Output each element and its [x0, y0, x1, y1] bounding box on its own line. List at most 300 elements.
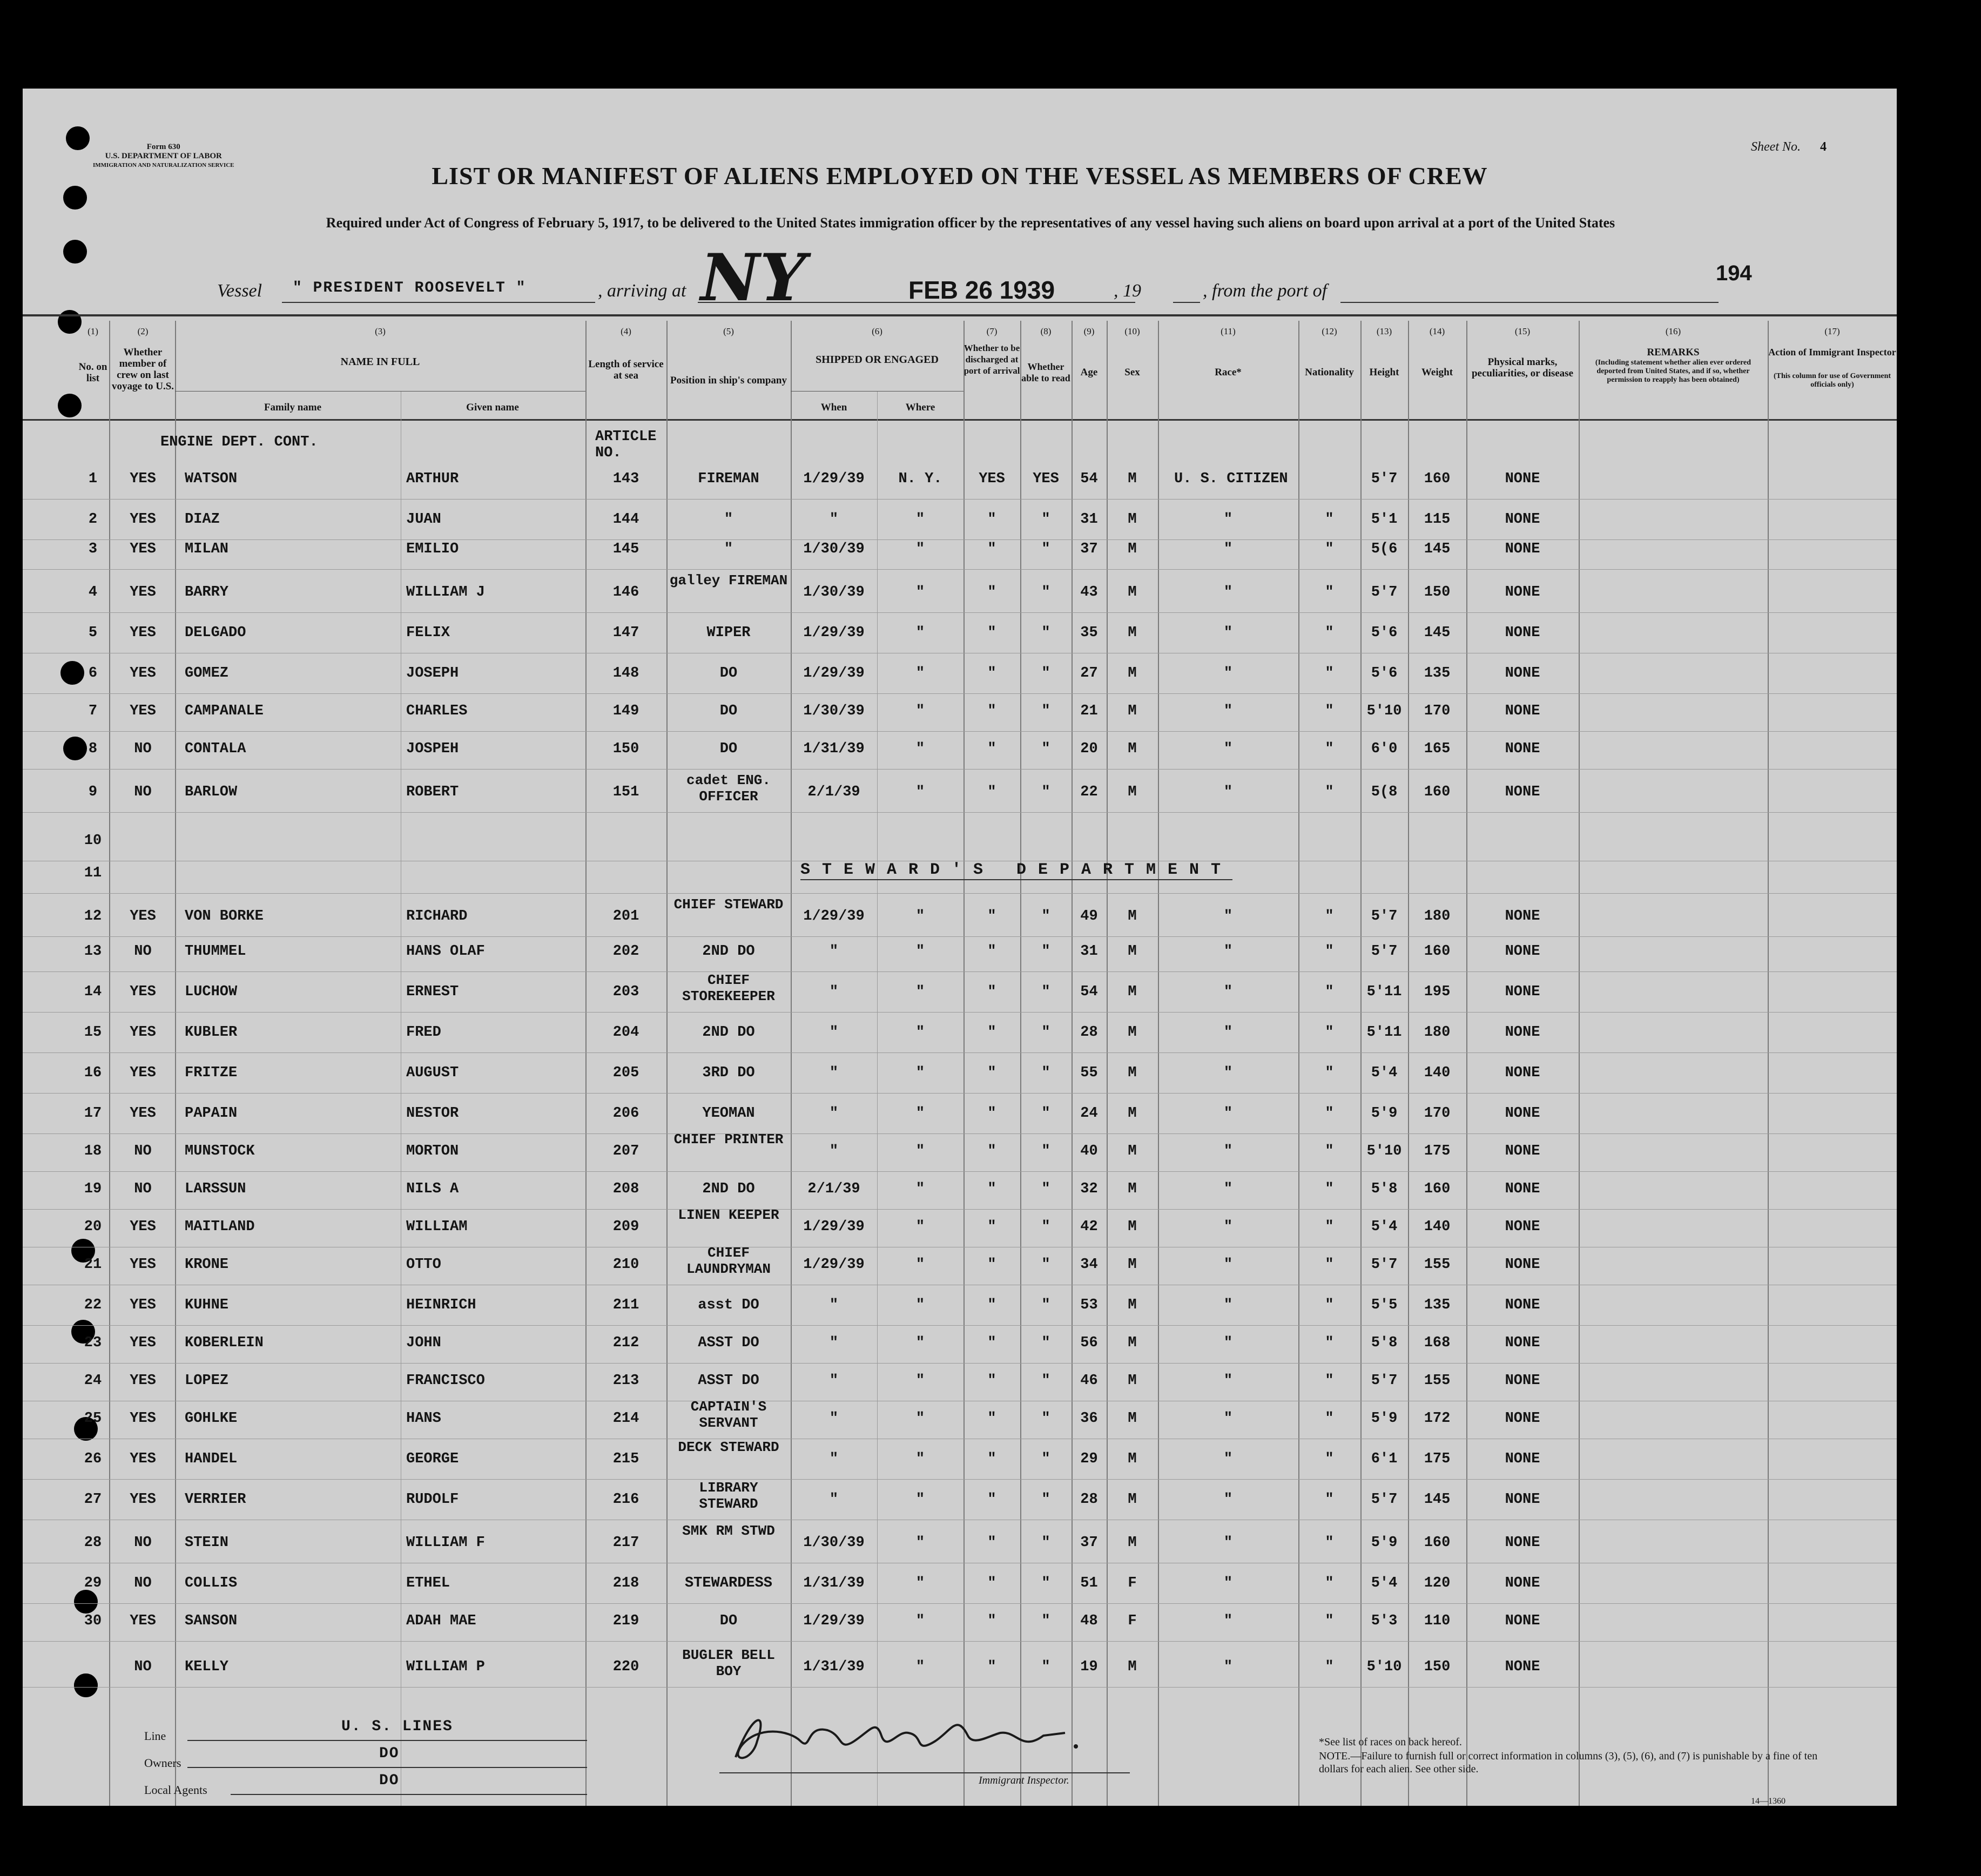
age: 31 — [1080, 943, 1098, 960]
able-to-read: YES — [1033, 471, 1059, 487]
line-value: U. S. LINES — [341, 1718, 453, 1735]
position: asst DO — [698, 1297, 759, 1313]
row-number: 28 — [84, 1535, 102, 1551]
race: " — [1223, 1143, 1233, 1159]
physical-marks: NONE — [1505, 511, 1540, 528]
race: " — [1223, 511, 1233, 528]
race: " — [1223, 584, 1233, 600]
age: 32 — [1080, 1181, 1098, 1197]
weight: 120 — [1424, 1575, 1451, 1591]
length-of-service: 206 — [612, 1105, 639, 1122]
table-row — [23, 1399, 1897, 1446]
position: BUGLER BELL BOY — [682, 1647, 775, 1679]
height: 5'1 — [1371, 511, 1398, 528]
to-be-discharged: " — [987, 1105, 996, 1122]
given-name: WILLIAM F — [406, 1535, 485, 1551]
nationality: " — [1325, 1219, 1334, 1235]
given-name: NESTOR — [406, 1105, 459, 1122]
family-name: KOBERLEIN — [185, 1335, 264, 1351]
race: " — [1223, 1492, 1233, 1508]
shipped-when: " — [829, 1335, 839, 1351]
length-of-service: 208 — [612, 1181, 639, 1197]
age: 42 — [1080, 1219, 1098, 1235]
sex: M — [1128, 741, 1137, 757]
physical-marks: NONE — [1505, 541, 1540, 557]
shipped-when: " — [829, 943, 839, 960]
physical-marks: NONE — [1505, 741, 1540, 757]
shipped-when: " — [829, 984, 839, 1000]
row-number: 17 — [84, 1105, 102, 1122]
col-head-length-of-service: Length of service at sea — [588, 359, 664, 381]
table-row — [23, 1571, 1897, 1610]
height: 6'0 — [1371, 741, 1398, 757]
row-number: 3 — [88, 541, 98, 557]
row-number: 30 — [84, 1613, 102, 1629]
length-of-service: 213 — [612, 1373, 639, 1389]
weight: 155 — [1424, 1373, 1451, 1389]
form-number: Form 630 — [146, 143, 180, 151]
given-name: MORTON — [406, 1143, 459, 1159]
family-name: MUNSTOCK — [185, 1143, 255, 1159]
race: " — [1223, 1535, 1233, 1551]
height: 5'9 — [1371, 1105, 1398, 1122]
crew-last-voyage: YES — [130, 1335, 156, 1351]
given-name: FELIX — [406, 625, 450, 641]
crew-last-voyage: YES — [130, 584, 156, 600]
row-number: 9 — [88, 784, 98, 800]
shipped-where: " — [915, 908, 925, 924]
age: 22 — [1080, 784, 1098, 800]
row-number: 18 — [84, 1143, 102, 1159]
given-name: OTTO — [406, 1257, 441, 1273]
height: 5'8 — [1371, 1181, 1398, 1197]
shipped-when: 1/30/39 — [803, 703, 865, 719]
given-name: ADAH MAE — [406, 1613, 476, 1629]
age: 48 — [1080, 1613, 1098, 1629]
weight: 150 — [1424, 1659, 1451, 1675]
row-number: 15 — [84, 1024, 102, 1041]
table-row — [23, 1480, 1897, 1527]
physical-marks: NONE — [1505, 984, 1540, 1000]
position: DO — [719, 1613, 738, 1629]
given-name: HANS — [406, 1411, 441, 1427]
shipped-when: 1/30/39 — [803, 541, 865, 557]
weight: 160 — [1424, 471, 1451, 487]
shipped-where: " — [915, 1659, 925, 1675]
physical-marks: NONE — [1505, 1257, 1540, 1273]
penalty-note: NOTE.—Failure to furnish full or correct information in columns (3), (5), (6), and (7) is punishable by a fine of ten dollars for each alien. See other side. — [1319, 1750, 1818, 1775]
physical-marks: NONE — [1505, 1024, 1540, 1041]
col-head-position: Position in ship's company — [670, 375, 787, 386]
to-be-discharged: " — [987, 1492, 996, 1508]
form-code: 14—1360 — [1751, 1797, 1785, 1806]
sheet-number-value: 4 — [1820, 140, 1827, 154]
length-of-service: 218 — [612, 1575, 639, 1591]
length-of-service: 144 — [612, 511, 639, 528]
able-to-read: " — [1041, 784, 1050, 800]
physical-marks: NONE — [1505, 584, 1540, 600]
height: 5'7 — [1371, 471, 1398, 487]
able-to-read: " — [1041, 1065, 1050, 1081]
row-number: 20 — [84, 1219, 102, 1235]
crew-last-voyage: YES — [130, 471, 156, 487]
family-name: KRONE — [185, 1257, 229, 1273]
race: " — [1223, 943, 1233, 960]
race: " — [1223, 1613, 1233, 1629]
row-number: 4 — [88, 584, 98, 600]
physical-marks: NONE — [1505, 1065, 1540, 1081]
height: 5'4 — [1371, 1219, 1398, 1235]
punch-hole — [58, 394, 82, 417]
crew-last-voyage: YES — [130, 1451, 156, 1467]
article-no-heading: ARTICLE NO. — [595, 429, 657, 461]
to-be-discharged: " — [987, 984, 996, 1000]
given-name: HEINRICH — [406, 1297, 476, 1313]
crew-last-voyage: NO — [134, 1575, 152, 1591]
height: 5'4 — [1371, 1065, 1398, 1081]
table-row — [23, 661, 1897, 700]
family-name: LARSSUN — [185, 1181, 246, 1197]
col-head-weight: Weight — [1421, 367, 1453, 378]
owners-value: DO — [379, 1745, 400, 1762]
row-number: 23 — [84, 1335, 102, 1351]
height: 5'11 — [1366, 1024, 1402, 1041]
shipped-where: N. Y. — [898, 471, 942, 487]
shipped-where: " — [915, 784, 925, 800]
height: 5'3 — [1371, 1613, 1398, 1629]
nationality: " — [1325, 665, 1334, 681]
sex: M — [1128, 665, 1137, 681]
nationality: " — [1325, 625, 1334, 641]
col-head-no-on-list: No. on list — [78, 361, 107, 384]
col-num-5: (5) — [723, 326, 734, 336]
shipped-when: 1/29/39 — [803, 471, 865, 487]
family-name: MAITLAND — [185, 1219, 255, 1235]
nationality: " — [1325, 1659, 1334, 1675]
weight: 135 — [1424, 665, 1451, 681]
crew-last-voyage: YES — [130, 1411, 156, 1427]
length-of-service: 217 — [612, 1535, 639, 1551]
crew-last-voyage: NO — [134, 943, 152, 960]
height: 5'6 — [1371, 625, 1398, 641]
position: 2ND DO — [702, 943, 755, 960]
to-be-discharged: " — [987, 1411, 996, 1427]
col-num-7: (7) — [986, 326, 998, 336]
height: 5'5 — [1371, 1297, 1398, 1313]
service-name: IMMIGRATION AND NATURALIZATION SERVICE — [93, 162, 234, 168]
length-of-service: 215 — [612, 1451, 639, 1467]
page-stamp: 194 — [1716, 261, 1752, 285]
col-num-15: (15) — [1514, 326, 1531, 336]
physical-marks: NONE — [1505, 1659, 1540, 1675]
to-be-discharged: " — [987, 1297, 996, 1313]
table-row — [23, 1368, 1897, 1408]
position: CAPTAIN'S SERVANT — [690, 1399, 767, 1431]
arrival-date-stamp: FEB 26 1939 — [908, 276, 1055, 304]
crew-last-voyage: NO — [134, 1181, 152, 1197]
crew-last-voyage: YES — [130, 703, 156, 719]
shipped-where: " — [915, 943, 925, 960]
height: 5'10 — [1366, 1659, 1402, 1675]
shipped-where: " — [915, 1257, 925, 1273]
nationality: " — [1325, 1143, 1334, 1159]
crew-last-voyage: YES — [130, 1373, 156, 1389]
year-label: , 19 — [1114, 281, 1141, 301]
able-to-read: " — [1041, 1411, 1050, 1427]
family-name: KELLY — [185, 1659, 229, 1675]
to-be-discharged: " — [987, 943, 996, 960]
shipped-where: " — [915, 1143, 925, 1159]
table-row — [23, 737, 1897, 776]
to-be-discharged: " — [987, 541, 996, 557]
sex: M — [1128, 1373, 1137, 1389]
agents-value: DO — [379, 1772, 400, 1789]
col-head-height: Height — [1369, 367, 1399, 378]
col-head-race: Race* — [1215, 367, 1242, 378]
sex: M — [1128, 1143, 1137, 1159]
crew-last-voyage: YES — [130, 1492, 156, 1508]
weight: 145 — [1424, 1492, 1451, 1508]
physical-marks: NONE — [1505, 665, 1540, 681]
sex: M — [1128, 1219, 1137, 1235]
physical-marks: NONE — [1505, 1411, 1540, 1427]
shipped-where: " — [915, 1575, 925, 1591]
physical-marks: NONE — [1505, 1575, 1540, 1591]
race: U. S. CITIZEN — [1174, 471, 1288, 487]
family-name: KUBLER — [185, 1024, 238, 1041]
given-name: ERNEST — [406, 984, 459, 1000]
nationality: " — [1325, 511, 1334, 528]
physical-marks: NONE — [1505, 1105, 1540, 1122]
able-to-read: " — [1041, 741, 1050, 757]
age: 55 — [1080, 1065, 1098, 1081]
able-to-read: " — [1041, 1105, 1050, 1122]
family-name: GOMEZ — [185, 665, 229, 681]
weight: 175 — [1424, 1143, 1451, 1159]
table-row — [23, 1293, 1897, 1332]
sheet-number-label: Sheet No. — [1751, 140, 1801, 154]
length-of-service: 207 — [612, 1143, 639, 1159]
weight: 160 — [1424, 784, 1451, 800]
col-head-family-name: Family name — [264, 402, 322, 413]
table-row — [23, 1331, 1897, 1370]
to-be-discharged: " — [987, 1335, 996, 1351]
to-be-discharged: " — [987, 1143, 996, 1159]
weight: 160 — [1424, 1535, 1451, 1551]
able-to-read: " — [1041, 1024, 1050, 1041]
row-number: 10 — [84, 833, 102, 849]
given-name: FRANCISCO — [406, 1373, 485, 1389]
shipped-where: " — [915, 741, 925, 757]
family-name: GOHLKE — [185, 1411, 238, 1427]
crew-last-voyage: YES — [130, 665, 156, 681]
col-num-6: (6) — [872, 326, 882, 336]
shipped-when: 1/31/39 — [803, 741, 865, 757]
crew-last-voyage: YES — [130, 1219, 156, 1235]
length-of-service: 148 — [612, 665, 639, 681]
length-of-service: 202 — [612, 943, 639, 960]
nationality: " — [1325, 1373, 1334, 1389]
shipped-when: 1/29/39 — [803, 625, 865, 641]
crew-last-voyage: NO — [134, 784, 152, 800]
to-be-discharged: " — [987, 1575, 996, 1591]
form-subtitle: Required under Act of Congress of February 5, 1917, to be delivered to the United States immigration officer by the representatives of any vessel having such aliens on board upon arrival at a port of the United States — [326, 215, 1615, 231]
weight: 172 — [1424, 1411, 1451, 1427]
table-row — [23, 1523, 1897, 1570]
to-be-discharged: " — [987, 1065, 996, 1081]
to-be-discharged: " — [987, 1373, 996, 1389]
to-be-discharged: YES — [979, 471, 1005, 487]
family-name: BARLOW — [185, 784, 238, 800]
given-name: FRED — [406, 1024, 441, 1041]
col-num-14: (14) — [1429, 326, 1445, 336]
shipped-when: " — [829, 1297, 839, 1313]
col-head-where: Where — [905, 402, 935, 413]
nationality: " — [1325, 943, 1334, 960]
position: " — [724, 511, 733, 528]
age: 20 — [1080, 741, 1098, 757]
sex: M — [1128, 1451, 1137, 1467]
age: 54 — [1080, 471, 1098, 487]
able-to-read: " — [1041, 908, 1050, 924]
weight: 145 — [1424, 541, 1451, 557]
position: 2ND DO — [702, 1181, 755, 1197]
shipped-where: " — [915, 1335, 925, 1351]
age: 49 — [1080, 908, 1098, 924]
sex: M — [1128, 1024, 1137, 1041]
age: 27 — [1080, 665, 1098, 681]
row-number: 1 — [88, 471, 98, 487]
length-of-service: 211 — [612, 1297, 639, 1313]
owners-label: Owners — [144, 1756, 181, 1770]
table-row — [23, 1020, 1897, 1060]
physical-marks: NONE — [1505, 1143, 1540, 1159]
table-row — [23, 1131, 1897, 1178]
length-of-service: 214 — [612, 1411, 639, 1427]
row-number: 19 — [84, 1181, 102, 1197]
given-name: JOHN — [406, 1335, 441, 1351]
weight: 180 — [1424, 1024, 1451, 1041]
weight: 155 — [1424, 1257, 1451, 1273]
given-name: HANS OLAF — [406, 943, 485, 960]
race: " — [1223, 1105, 1233, 1122]
weight: 140 — [1424, 1065, 1451, 1081]
length-of-service: 201 — [612, 908, 639, 924]
length-of-service: 147 — [612, 625, 639, 641]
col-num-4: (4) — [621, 326, 631, 336]
nationality: " — [1325, 1613, 1334, 1629]
row-number: 27 — [84, 1492, 102, 1508]
given-name: RICHARD — [406, 908, 468, 924]
col-head-name-in-full: NAME IN FULL — [340, 356, 420, 368]
crew-last-voyage: YES — [130, 1257, 156, 1273]
crew-last-voyage: YES — [130, 908, 156, 924]
physical-marks: NONE — [1505, 625, 1540, 641]
height: 5'11 — [1366, 984, 1402, 1000]
position: 3RD DO — [702, 1065, 755, 1081]
col-head-crew-last-voyage: Whether member of crew on last voyage to U.S. — [111, 347, 174, 392]
shipped-where: " — [915, 625, 925, 641]
length-of-service: 149 — [612, 703, 639, 719]
table-row — [23, 1609, 1897, 1648]
able-to-read: " — [1041, 1219, 1050, 1235]
race: " — [1223, 665, 1233, 681]
family-name: VON BORKE — [185, 908, 264, 924]
crew-last-voyage: NO — [134, 1143, 152, 1159]
table-row — [23, 1245, 1897, 1292]
length-of-service: 212 — [612, 1335, 639, 1351]
able-to-read: " — [1041, 1181, 1050, 1197]
position: FIREMAN — [698, 471, 759, 487]
position: LIBRARY STEWARD — [699, 1480, 758, 1512]
shipped-when: 1/30/39 — [803, 584, 865, 600]
height: 5(8 — [1371, 784, 1398, 800]
nationality: " — [1325, 584, 1334, 600]
weight: 150 — [1424, 584, 1451, 600]
shipped-when: 1/29/39 — [803, 665, 865, 681]
age: 53 — [1080, 1297, 1098, 1313]
nationality: " — [1325, 1411, 1334, 1427]
shipped-when: " — [829, 1024, 839, 1041]
race: " — [1223, 741, 1233, 757]
length-of-service: 210 — [612, 1257, 639, 1273]
to-be-discharged: " — [987, 1451, 996, 1467]
nationality: " — [1325, 703, 1334, 719]
able-to-read: " — [1041, 703, 1050, 719]
length-of-service: 220 — [612, 1659, 639, 1675]
able-to-read: " — [1041, 1373, 1050, 1389]
sex: M — [1128, 511, 1137, 528]
family-name: DIAZ — [185, 511, 220, 528]
steward-dept-heading: STEWARD'S DEPARTMENT — [800, 861, 1233, 879]
vessel-label: Vessel — [217, 281, 262, 301]
weight: 170 — [1424, 703, 1451, 719]
race: " — [1223, 1335, 1233, 1351]
physical-marks: NONE — [1505, 943, 1540, 960]
age: 34 — [1080, 1257, 1098, 1273]
height: 5'9 — [1371, 1411, 1398, 1427]
age: 19 — [1080, 1659, 1098, 1675]
able-to-read: " — [1041, 1659, 1050, 1675]
able-to-read: " — [1041, 1451, 1050, 1467]
race: " — [1223, 1411, 1233, 1427]
sex: M — [1128, 1535, 1137, 1551]
able-to-read: " — [1041, 1335, 1050, 1351]
col-num-2: (2) — [137, 326, 149, 336]
able-to-read: " — [1041, 665, 1050, 681]
col-head-able-to-read: Whether able to read — [1021, 361, 1070, 383]
shipped-when: 1/29/39 — [803, 1219, 865, 1235]
age: 28 — [1080, 1492, 1098, 1508]
position: CHIEF PRINTER — [673, 1131, 784, 1148]
height: 5'7 — [1371, 1257, 1398, 1273]
to-be-discharged: " — [987, 1257, 996, 1273]
table-row — [23, 1207, 1897, 1254]
age: 40 — [1080, 1143, 1098, 1159]
able-to-read: " — [1041, 1297, 1050, 1313]
shipped-when: 1/29/39 — [803, 1257, 865, 1273]
col-head-when: When — [820, 402, 847, 413]
shipped-where: " — [915, 1613, 925, 1629]
shipped-when: " — [829, 1143, 839, 1159]
crew-last-voyage: YES — [130, 541, 156, 557]
header-top-rule — [23, 314, 1897, 316]
height: 5'10 — [1366, 1143, 1402, 1159]
crew-last-voyage: YES — [130, 625, 156, 641]
shipped-where: " — [915, 984, 925, 1000]
race: " — [1223, 1181, 1233, 1197]
length-of-service: 146 — [612, 584, 639, 600]
